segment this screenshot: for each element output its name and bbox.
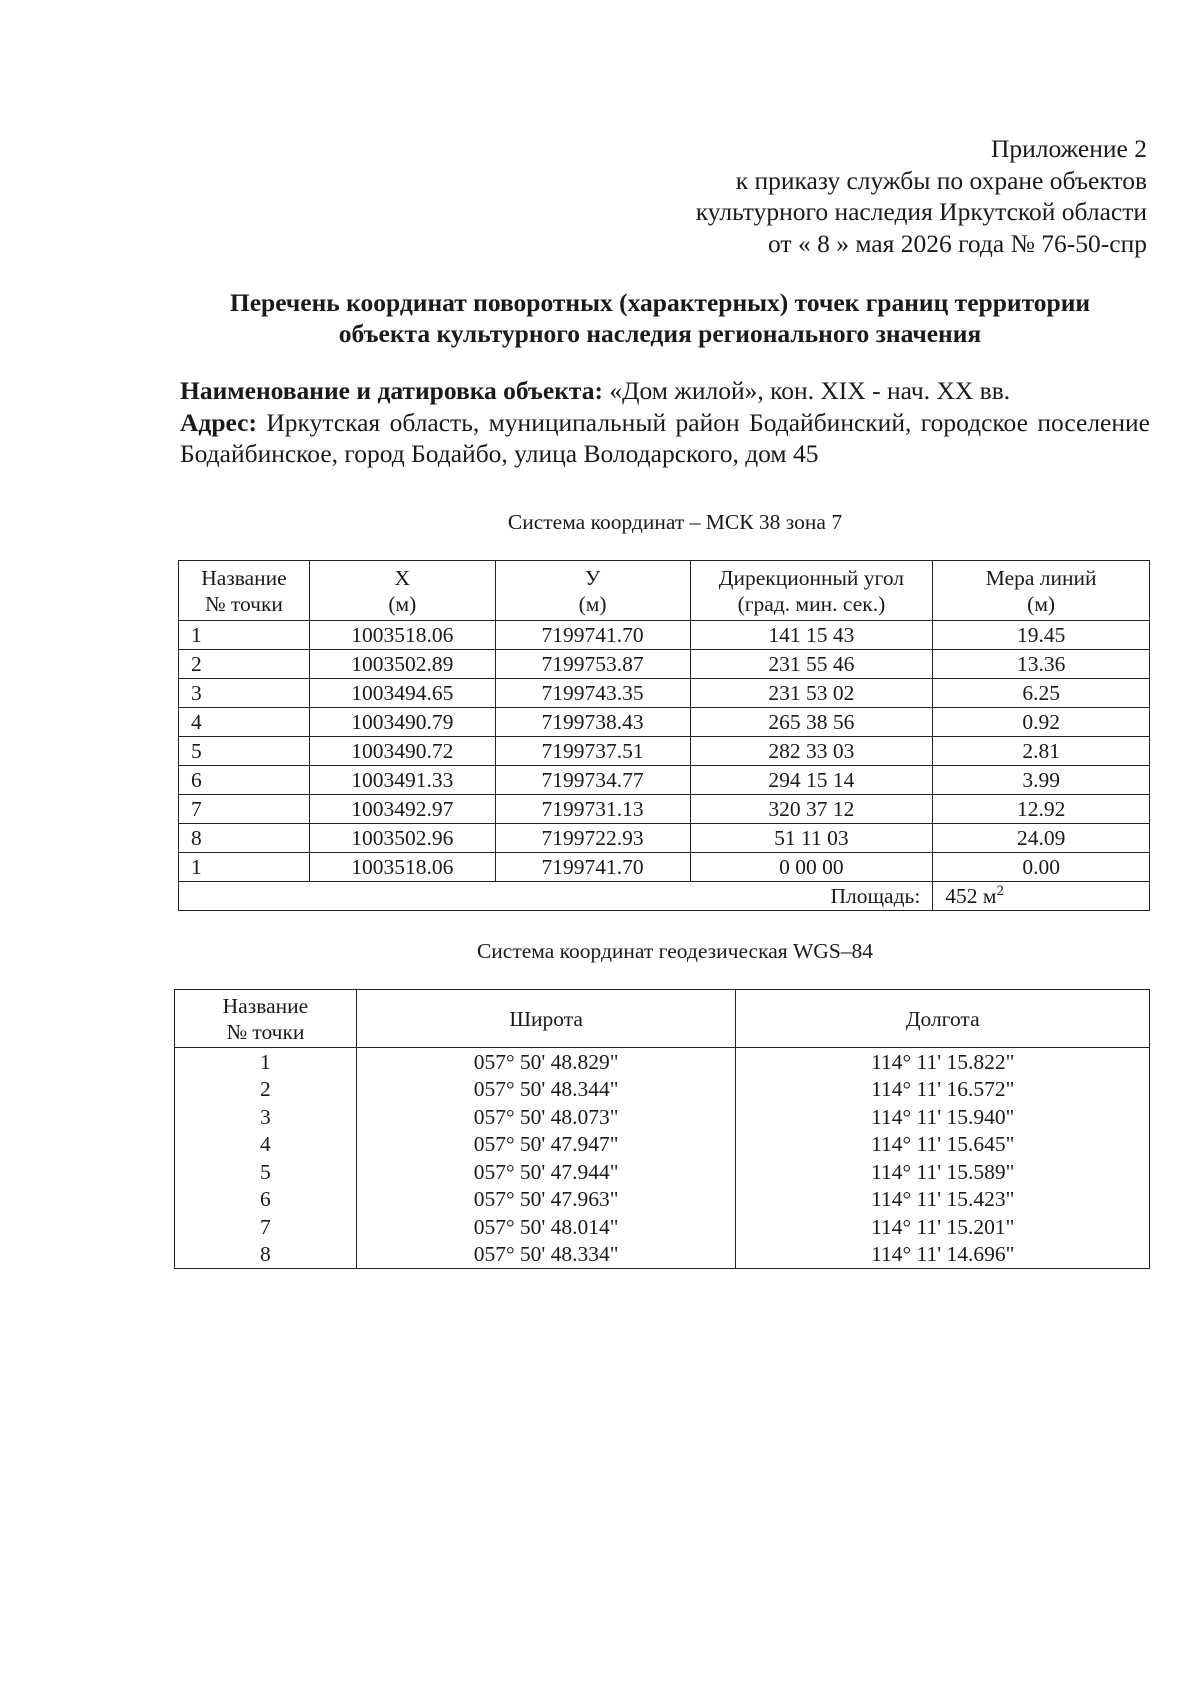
wgs-cell-lat: 057° 50' 48.334" [356, 1241, 736, 1269]
wgs-header-point [175, 990, 357, 1048]
msk-cell-point: 6 [179, 766, 310, 795]
msk-area-number: 452 м [945, 884, 997, 908]
wgs-cell-point: 3 [175, 1103, 357, 1131]
msk-cell-length: 12.92 [933, 795, 1150, 824]
msk-header-x-l1: X [394, 565, 411, 590]
msk-header-y [495, 561, 690, 621]
msk-cell-angle: 231 53 02 [690, 679, 933, 708]
wgs-cell-lon: 114° 11' 15.645" [736, 1131, 1150, 1159]
msk-cell-x: 1003518.06 [309, 853, 495, 882]
msk-header-row [179, 561, 1150, 621]
msk-cell-point: 8 [179, 824, 310, 853]
msk-cell-y: 7199741.70 [495, 621, 690, 650]
msk-cell-point: 1 [179, 621, 310, 650]
msk-header-angle [690, 561, 933, 621]
msk-header-point-l1: Название [201, 565, 287, 590]
msk-cell-x: 1003494.65 [309, 679, 495, 708]
appendix-line-1: Приложение 2 [991, 134, 1147, 163]
msk-cell-length: 13.36 [933, 650, 1150, 679]
table-row [179, 795, 1150, 824]
wgs-cell-lat: 057° 50' 47.944" [356, 1158, 736, 1186]
msk-cell-length: 0.92 [933, 708, 1150, 737]
msk-cell-length: 24.09 [933, 824, 1150, 853]
table-row [179, 679, 1150, 708]
msk-cell-length: 6.25 [933, 679, 1150, 708]
appendix-line-3: культурного наследия Иркутской области [695, 197, 1147, 226]
msk-area-exponent: 2 [996, 883, 1005, 899]
msk-area-row [179, 882, 1150, 911]
table-row [175, 1213, 1150, 1241]
msk-cell-y: 7199743.35 [495, 679, 690, 708]
table-row [175, 1076, 1150, 1104]
msk-header-x-l2: (м) [388, 591, 417, 616]
wgs-caption: Система координат геодезическая WGS–84 [476, 939, 874, 963]
wgs-cell-point: 2 [175, 1076, 357, 1104]
object-address-value: Иркутская область, муниципальный район Бодайбинский, городское поселение Бодайбинское, город Бодайбо, улица Володарского, дом 45 [180, 407, 1150, 468]
wgs-cell-point: 1 [175, 1048, 357, 1076]
msk-cell-point: 7 [179, 795, 310, 824]
msk-cell-x: 1003502.89 [309, 650, 495, 679]
msk-cell-y: 7199738.43 [495, 708, 690, 737]
msk-header-point-l2: № точки [204, 591, 283, 616]
wgs-cell-lat: 057° 50' 48.829" [356, 1048, 736, 1076]
msk-header-length-l2: (м) [1027, 591, 1056, 616]
msk-cell-y: 7199722.93 [495, 824, 690, 853]
msk-cell-length: 2.81 [933, 737, 1150, 766]
msk-header-angle-l1: Дирекционный угол [718, 565, 905, 590]
wgs-cell-point: 7 [175, 1213, 357, 1241]
title-line-2: объекта культурного наследия регионального значения [338, 319, 982, 348]
wgs-cell-lat: 057° 50' 48.014" [356, 1213, 736, 1241]
wgs-cell-lat: 057° 50' 48.344" [356, 1076, 736, 1104]
appendix-line-2: к приказу службы по охране объектов [735, 165, 1147, 195]
table-row [179, 766, 1150, 795]
object-info [180, 375, 1150, 470]
table-row [175, 1131, 1150, 1159]
msk-cell-x: 1003490.79 [309, 708, 495, 737]
table-row [175, 1103, 1150, 1131]
msk-cell-x: 1003518.06 [309, 621, 495, 650]
wgs-coordinates-table [174, 989, 1150, 1269]
table-row [175, 1241, 1150, 1269]
wgs-cell-point: 5 [175, 1158, 357, 1186]
wgs-cell-lon: 114° 11' 16.572" [736, 1076, 1150, 1104]
msk-header-y-l2: (м) [578, 591, 607, 616]
msk-header-angle-l2: (град. мин. сек.) [737, 591, 886, 616]
wgs-cell-lon: 114° 11' 15.822" [736, 1048, 1150, 1076]
table-row [175, 1048, 1150, 1076]
appendix-header [696, 133, 1147, 259]
wgs-header-lat: Широта [356, 990, 736, 1048]
wgs-cell-lat: 057° 50' 48.073" [356, 1103, 736, 1131]
wgs-cell-lat: 057° 50' 47.947" [356, 1131, 736, 1159]
table-row [179, 824, 1150, 853]
table-row [179, 650, 1150, 679]
msk-cell-x: 1003502.96 [309, 824, 495, 853]
msk-cell-length: 0.00 [933, 853, 1150, 882]
msk-cell-point: 3 [179, 679, 310, 708]
msk-cell-point: 1 [179, 853, 310, 882]
wgs-cell-lat: 057° 50' 47.963" [356, 1186, 736, 1214]
wgs-cell-lon: 114° 11' 15.589" [736, 1158, 1150, 1186]
msk-header-length-l1: Мера линий [985, 565, 1097, 590]
object-name-label: Наименование и датировка объекта: [180, 376, 603, 405]
wgs-cell-lon: 114° 11' 15.940" [736, 1103, 1150, 1131]
msk-caption: Система координат – МСК 38 зона 7 [507, 510, 843, 534]
msk-cell-y: 7199753.87 [495, 650, 690, 679]
table-row [179, 853, 1150, 882]
wgs-cell-point: 4 [175, 1131, 357, 1159]
table-row [179, 737, 1150, 766]
wgs-cell-point: 6 [175, 1186, 357, 1214]
msk-cell-length: 3.99 [933, 766, 1150, 795]
msk-cell-x: 1003491.33 [309, 766, 495, 795]
msk-cell-length: 19.45 [933, 621, 1150, 650]
msk-cell-y: 7199737.51 [495, 737, 690, 766]
wgs-header-point-l2: № точки [226, 1019, 305, 1044]
msk-area-value [933, 882, 1150, 911]
msk-header-y-l1: У [585, 565, 601, 590]
table-row [175, 1186, 1150, 1214]
msk-cell-angle: 320 37 12 [690, 795, 933, 824]
wgs-cell-point: 8 [175, 1241, 357, 1269]
msk-header-x [309, 561, 495, 621]
msk-cell-angle: 265 38 56 [690, 708, 933, 737]
msk-cell-point: 5 [179, 737, 310, 766]
wgs-header-lon: Долгота [736, 990, 1150, 1048]
wgs-cell-lon: 114° 11' 15.201" [736, 1213, 1150, 1241]
msk-header-length [933, 561, 1150, 621]
msk-header-point [179, 561, 310, 621]
msk-cell-y: 7199731.13 [495, 795, 690, 824]
object-name-line [180, 375, 1150, 407]
msk-cell-point: 4 [179, 708, 310, 737]
wgs-cell-lon: 114° 11' 14.696" [736, 1241, 1150, 1269]
object-address [180, 407, 1150, 470]
table-row [179, 621, 1150, 650]
msk-cell-angle: 294 15 14 [690, 766, 933, 795]
wgs-header-point-l1: Название [222, 993, 309, 1018]
document-title [160, 287, 1160, 349]
msk-area-label: Площадь: [179, 882, 933, 911]
msk-cell-point: 2 [179, 650, 310, 679]
object-address-label: Адрес: [180, 407, 257, 437]
wgs-cell-lon: 114° 11' 15.423" [736, 1186, 1150, 1214]
msk-cell-angle: 0 00 00 [690, 853, 933, 882]
appendix-line-4: от « 8 » мая 2026 года № 76-50-спр [768, 228, 1147, 258]
msk-cell-angle: 282 33 03 [690, 737, 933, 766]
msk-cell-x: 1003490.72 [309, 737, 495, 766]
title-line-1: Перечень координат поворотных (характерных) точек границ территории [229, 288, 1091, 317]
msk-coordinates-table [178, 560, 1150, 911]
wgs-header-row [175, 990, 1150, 1048]
msk-cell-angle: 141 15 43 [690, 621, 933, 650]
msk-cell-angle: 231 55 46 [690, 650, 933, 679]
msk-cell-x: 1003492.97 [309, 795, 495, 824]
msk-cell-angle: 51 11 03 [690, 824, 933, 853]
msk-cell-y: 7199734.77 [495, 766, 690, 795]
msk-cell-y: 7199741.70 [495, 853, 690, 882]
object-name-value: «Дом жилой», кон. XIX - нач. XX вв. [609, 376, 1011, 405]
table-row [175, 1158, 1150, 1186]
table-row [179, 708, 1150, 737]
